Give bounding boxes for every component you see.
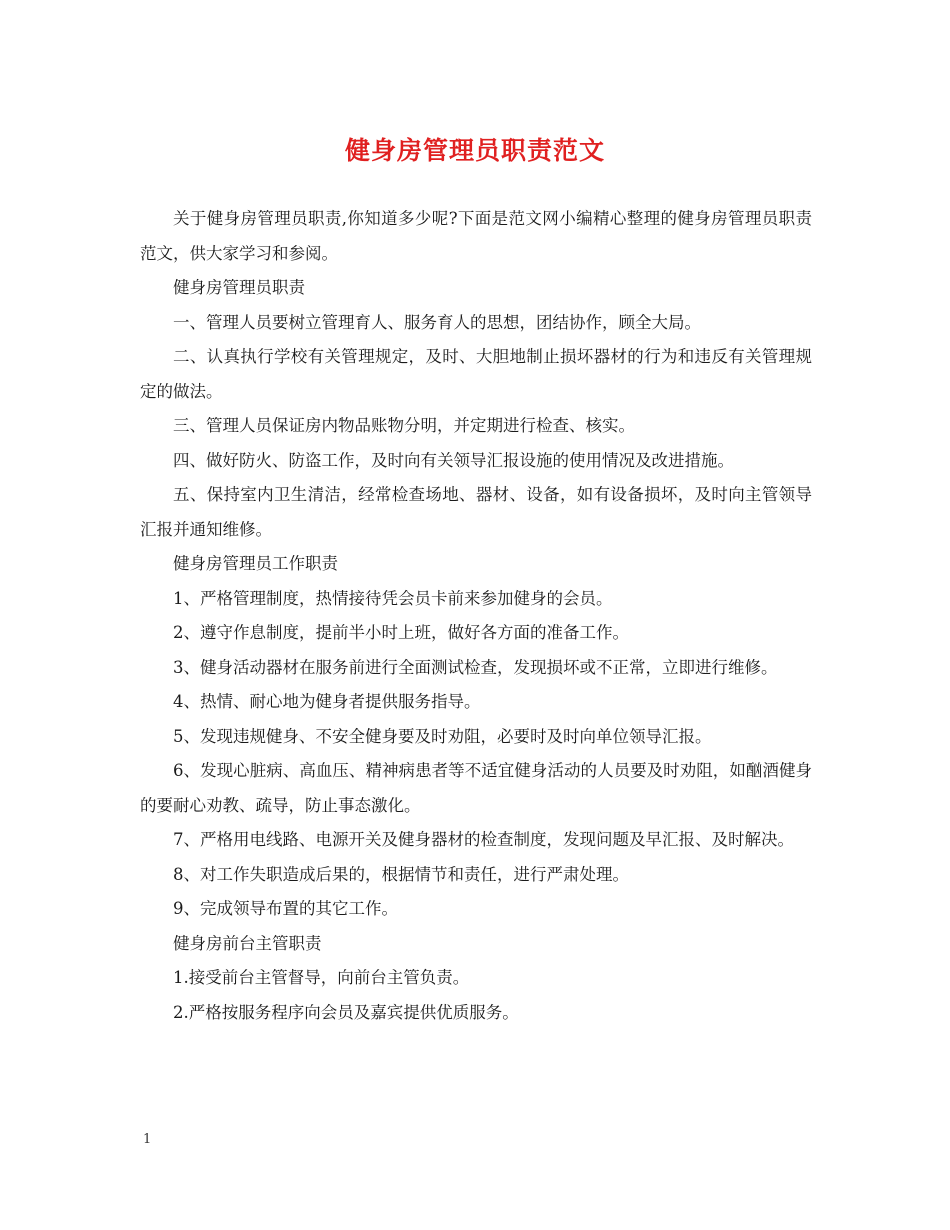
paragraph: 2.严格按服务程序向会员及嘉宾提供优质服务。 (173, 1002, 519, 1022)
page-title: 健身房管理员职责范文 (344, 136, 605, 165)
paragraph: 5、发现违规健身、不安全健身要及时劝阻，必要时及时向单位领导汇报。 (173, 726, 712, 746)
section-heading: 健身房前台主管职责 (173, 933, 322, 953)
paragraph: 7、严格用电线路、电源开关及健身器材的检查制度，发现问题及早汇报、及时解决。 (173, 830, 794, 849)
document-body (140, 202, 812, 1030)
section-heading: 健身房管理员工作职责 (173, 554, 338, 573)
paragraph: 一、管理人员要树立管理育人、服务育人的思想，团结协作，顾全大局。 (173, 312, 701, 332)
paragraph: 3、健身活动器材在服务前进行全面测试检查，发现损坏或不正常，立即进行维修。 (173, 657, 778, 677)
paragraph: 2、遵守作息制度，提前半小时上班，做好各方面的准备工作。 (173, 623, 629, 642)
paragraph: 8、对工作失职造成后果的，根据情节和责任，进行严肃处理。 (173, 864, 629, 884)
paragraph: 1、严格管理制度，热情接待凭会员卡前来参加健身的会员。 (173, 588, 613, 608)
paragraph: 1.接受前台主管督导，向前台主管负责。 (173, 968, 470, 987)
paragraph: 6、发现心脏病、高血压、精神病患者等不适宜健身活动的人员要及时劝阻，如酗酒健身的要耐心劝教、疏导，防止事态激化。 (140, 761, 812, 815)
section-heading: 健身房管理员职责 (173, 278, 305, 297)
paragraph: 4、热情、耐心地为健身者提供服务指导。 (173, 692, 481, 711)
paragraph: 三、管理人员保证房内物品账物分明，并定期进行检查、核实。 (173, 416, 635, 435)
paragraph: 关于健身房管理员职责,你知道多少呢?下面是范文网小编精心整理的健身房管理员职责范文，供大家学习和参阅。 (140, 209, 812, 263)
paragraph: 9、完成领导布置的其它工作。 (173, 899, 398, 918)
page-number: 1 (143, 1132, 152, 1147)
paragraph: 四、做好防火、防盗工作，及时向有关领导汇报设施的使用情况及改进措施。 (173, 450, 734, 470)
paragraph: 五、保持室内卫生清洁，经常检查场地、器材、设备，如有设备损坏，及时向主管领导汇报并通知维修。 (140, 485, 812, 539)
paragraph: 二、认真执行学校有关管理规定，及时、大胆地制止损坏器材的行为和违反有关管理规定的做法。 (140, 347, 812, 401)
